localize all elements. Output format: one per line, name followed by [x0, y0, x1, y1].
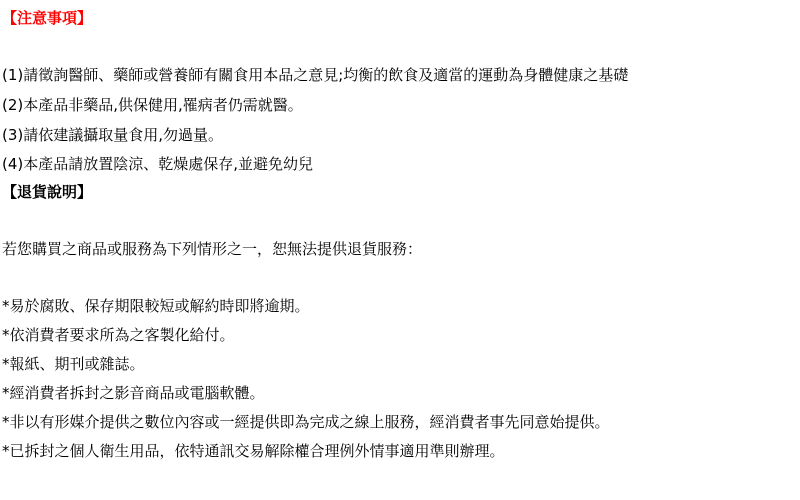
notice-item: (3)請依建議攝取量食用,勿過量。	[2, 126, 224, 144]
returns-item: *已拆封之個人衛生用品，依特通訊交易解除權合理例外情事適用準則辦理。	[2, 442, 505, 460]
notice-heading: 【注意事項】	[2, 9, 93, 27]
returns-item: *易於腐敗、保存期限較短或解約時即將逾期。	[2, 297, 310, 315]
returns-item: *經消費者拆封之影音商品或電腦軟體。	[2, 384, 265, 402]
returns-intro: 若您購買之商品或服務為下列情形之一，恕無法提供退貨服務：	[2, 240, 423, 258]
notice-item: (2)本產品非藥品,供保健用,罹病者仍需就醫。	[2, 96, 303, 114]
notice-item: (4)本產品請放置陰涼、乾燥處保存,並避免幼兒	[2, 155, 314, 173]
returns-item: *依消費者要求所為之客製化給付。	[2, 326, 235, 344]
returns-item: *報紙、期刊或雜誌。	[2, 355, 145, 373]
notice-item: (1)請徵詢醫師、藥師或營養師有關食用本品之意見;均衡的飲食及適當的運動為身體健康之基礎	[2, 66, 629, 84]
returns-heading: 【退貨說明】	[2, 183, 93, 201]
returns-item: *非以有形媒介提供之數位內容或一經提供即為完成之線上服務，經消費者事先同意始提供。	[2, 413, 610, 431]
